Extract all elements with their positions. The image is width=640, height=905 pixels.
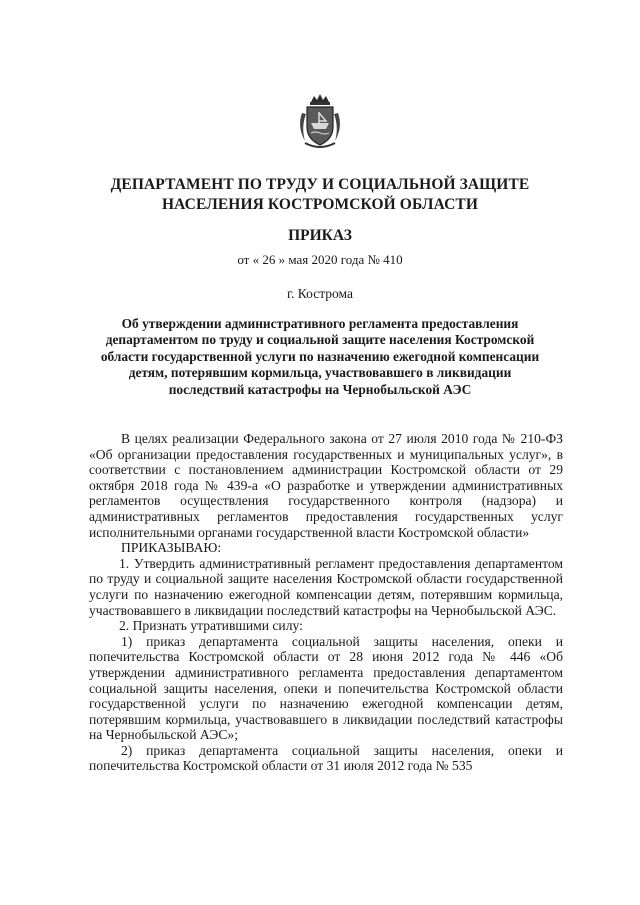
subject-line: детям, потерявшим кормильца, участвовавшего в ликвидации bbox=[128, 365, 512, 381]
organization-line-2: НАСЕЛЕНИЯ КОСТРОМСКОЙ ОБЛАСТИ bbox=[162, 196, 478, 213]
organization-line-1: ДЕПАРТАМЕНТ ПО ТРУДУ И СОЦИАЛЬНОЙ ЗАЩИТЕ bbox=[110, 176, 530, 193]
subject-line: Об утверждении административного регламента предоставления bbox=[121, 316, 519, 331]
subject-line: последствий катастрофы на Чернобыльской АЭС bbox=[168, 381, 472, 397]
item-2-1-paragraph: 1) приказ департамента социальной защиты населения, опеки и попечительства Костромской области от 28 июня 2012 года № 446 «Об утверждении административного регламента предоставления департаментом социальной защиты населения, опеки и попечительства Костромской области государственной услуги по назначению ежегодной компенсации детям, потерявшим кормильца, участвовавшего в ликвидации последствий катастрофы на Чернобыльской АЭС»; bbox=[89, 633, 563, 743]
item-2-2-paragraph: 2) приказ департамента социальной защиты населения, опеки и попечительства Костромской области от 31 июля 2012 года № 535 bbox=[89, 742, 563, 774]
item-1-paragraph: 1. Утвердить административный регламент предоставления департаментом по труду и социальной защите населения Костромской области государственной услуги по назначению ежегодной компенсации детям, потерявшим кормильца, участвовавшего в ликвидации последствий катастрофы на Чернобыльской АЭС. bbox=[89, 555, 563, 618]
kostroma-oblast-coat-of-arms-icon bbox=[295, 93, 345, 151]
document-subject bbox=[100, 316, 540, 398]
item-2-paragraph: 2. Признать утратившими силу: bbox=[119, 618, 303, 634]
organization-name bbox=[60, 175, 580, 215]
document-body bbox=[89, 431, 563, 774]
document-place: г. Кострома bbox=[287, 286, 353, 301]
preamble-paragraph: В целях реализации Федерального закона от 27 июля 2010 года № 210-ФЗ «Об организации предоставления государственных и муниципальных услуг», в соответствии с постановлением администрации Костромской области от 29 октября 2018 года № 439-а «О разработке и утверждении административных регламентов осуществления государственного контроля (надзора) и административных регламентов предоставления государственных услуг исполнительными органами государственной власти Костромской области» bbox=[89, 431, 563, 540]
order-word: ПРИКАЗЫВАЮ: bbox=[121, 540, 222, 556]
document-date-number: от « 26 » мая 2020 года № 410 bbox=[237, 252, 403, 267]
subject-line: области государственной услуги по назначению ежегодной компенсации bbox=[100, 348, 540, 364]
document-type: ПРИКАЗ bbox=[288, 227, 352, 244]
subject-line: департаментом по труду и социальной защите населения Костромской bbox=[105, 332, 535, 348]
